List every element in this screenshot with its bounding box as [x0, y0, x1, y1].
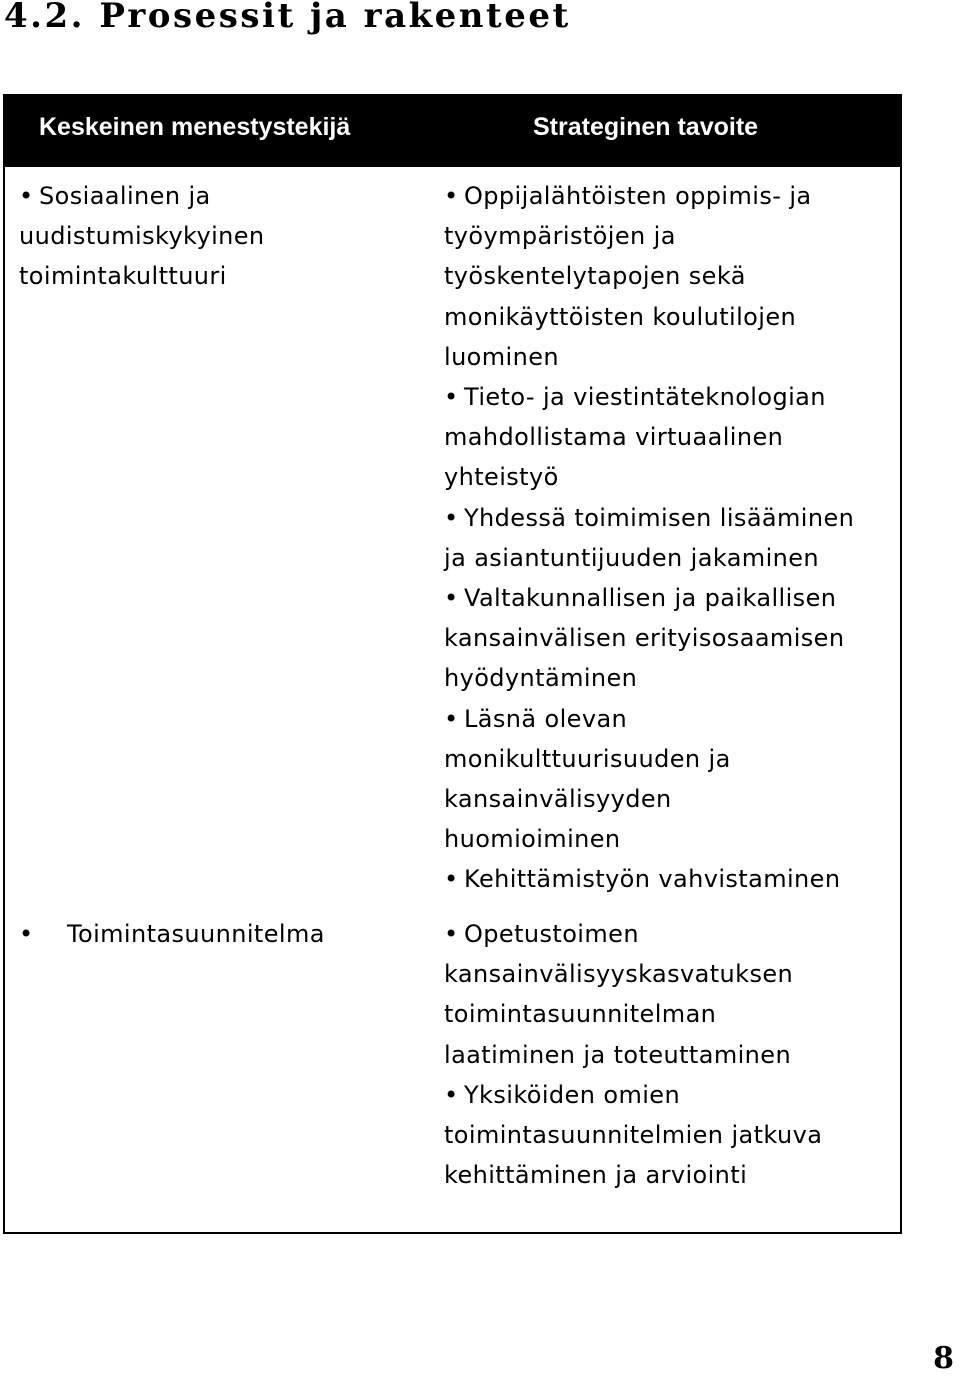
- bullet-icon: •: [19, 920, 34, 948]
- goal-4-line: • Valtakunnallisen ja paikallisen: [444, 578, 854, 618]
- goal-5-line: monikulttuurisuuden ja: [444, 744, 731, 773]
- table-header: [5, 96, 900, 167]
- row2-factor-cell: [19, 914, 325, 954]
- row2-factor-line: • Toimintasuunnitelma: [19, 914, 325, 954]
- row1-factor-cell: [19, 176, 265, 297]
- goal-8-line: • Yksiköiden omien: [444, 1075, 822, 1115]
- row1-goals-cell: [444, 176, 854, 900]
- goal-2-line: mahdollistama virtuaalinen: [444, 423, 784, 452]
- section-title: 4.2. Prosessit ja rakenteet: [4, 0, 571, 36]
- goal-4-line: kansainvälisen erityisosaamisen: [444, 624, 845, 653]
- goal-7-line: laatiminen ja toteuttaminen: [444, 1040, 792, 1069]
- goal-8-line: toimintasuunnitelmien jatkuva: [444, 1121, 823, 1150]
- row1-factor-line: • Sosiaalinen ja: [19, 176, 265, 216]
- bullet-icon: •: [444, 503, 459, 532]
- bullet-icon: •: [19, 182, 34, 210]
- header-success-factor: Keskeinen menestystekijä: [39, 113, 351, 141]
- goal-7-line: kansainvälisyyskasvatuksen: [444, 960, 794, 989]
- goal-1-line: työympäristöjen ja: [444, 222, 676, 251]
- row2-goals-cell: [444, 914, 822, 1195]
- goal-4-line: hyödyntäminen: [444, 664, 638, 693]
- row1-factor-line: toimintakulttuuri: [19, 262, 227, 291]
- goal-5-line: • Läsnä olevan: [444, 699, 854, 739]
- goal-2-line: yhteistyö: [444, 463, 559, 492]
- goals-table: [3, 94, 902, 1234]
- goal-1-line: • Oppijalähtöisten oppimis- ja: [444, 176, 854, 216]
- goal-3-line: ja asiantuntijuuden jakaminen: [444, 543, 820, 572]
- goal-3-line: • Yhdessä toimimisen lisääminen: [444, 498, 854, 538]
- goal-5-line: kansainvälisyyden: [444, 785, 672, 814]
- goal-1-line: monikäyttöisten koulutilojen: [444, 302, 797, 331]
- goal-8-line: kehittäminen ja arviointi: [444, 1161, 748, 1190]
- header-strategic-goal: Strateginen tavoite: [533, 113, 759, 141]
- goal-1-line: luominen: [444, 342, 559, 371]
- bullet-icon: •: [444, 920, 459, 948]
- bullet-icon: •: [444, 584, 459, 613]
- page-number: 8: [933, 1341, 954, 1376]
- row1-factor-line: uudistumiskykyinen: [19, 222, 265, 251]
- goal-6-line: • Kehittämistyön vahvistaminen: [444, 859, 854, 899]
- bullet-icon: •: [444, 1080, 459, 1109]
- bullet-icon: •: [444, 865, 459, 894]
- goal-7-line: • Opetustoimen: [444, 914, 822, 954]
- goal-5-line: huomioiminen: [444, 825, 621, 854]
- goal-1-line: työskentelytapojen sekä: [444, 262, 746, 291]
- bullet-icon: •: [444, 182, 459, 210]
- bullet-icon: •: [444, 704, 459, 733]
- goal-2-line: • Tieto- ja viestintäteknologian: [444, 377, 854, 417]
- goal-7-line: toimintasuunnitelman: [444, 1000, 717, 1029]
- bullet-icon: •: [444, 383, 459, 412]
